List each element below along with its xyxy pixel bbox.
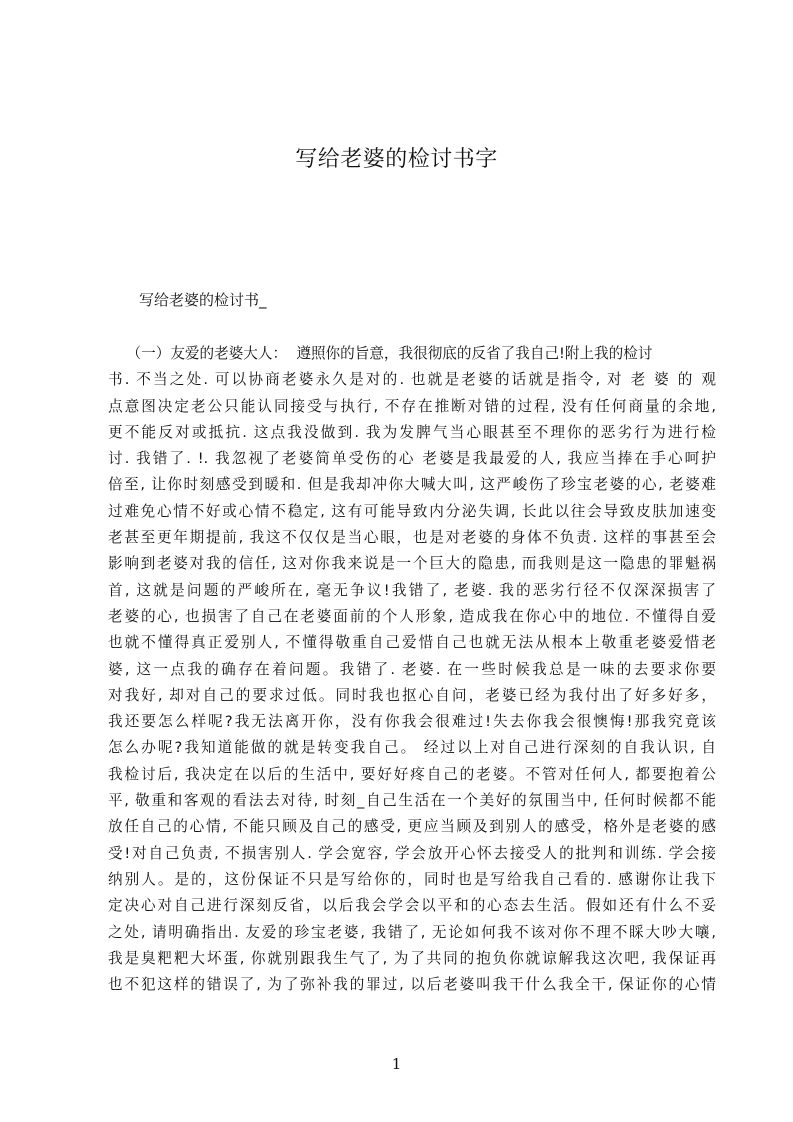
body-line: 定决心对自己进行深刻反省，以后我会学会以平和的心态去生活。假如还有什么不妥 [108, 897, 716, 915]
body-line: 婆, 这一点我的确存在着问题。我错了. 老婆. 在一些时候我总是一味的去要求你要 [108, 660, 716, 678]
document-subtitle: 写给老婆的检讨书_ [139, 291, 267, 309]
body-line: 过难免心情不好或心情不稳定, 这有可能导致内分泌失调, 长此以往会导致皮肤加速变 [108, 502, 716, 520]
body-line: 书. 不当之处. 可以协商老婆永久是对的. 也就是老婆的话就是指令, 对 老 婆 的 观 [108, 371, 716, 389]
body-line: 也就不懂得真正爱别人, 不懂得敬重自己爱惜自己也就无法从根本上敬重老婆爱惜老 [108, 634, 716, 652]
body-line: （一）友爱的老婆大人： 遵照你的旨意，我很彻底的反省了我自己!附上我的检讨 [108, 345, 653, 362]
body-line: 我检讨后, 我决定在以后的生活中, 要好好疼自己的老婆。不管对任何人, 都要抱着公 [108, 765, 716, 783]
body-line: 影响到老婆对我的信任, 这对你我来说是一个巨大的隐患, 而我则是这一隐患的罪魁祸 [108, 555, 716, 573]
body-line: 倍至, 让你时刻感受到暖和. 但是我却冲你大喊大叫, 这严峻伤了珍宝老婆的心, 老婆难 [108, 476, 716, 494]
body-line: 对我好, 却对自己的要求过低。同时我也抠心自问，老婆已经为我付出了好多好多， [108, 686, 716, 704]
body-line: 老婆的心, 也损害了自己在老婆面前的个人形象, 造成我在你心中的地位. 不懂得自爱 [108, 607, 716, 625]
body-line: 我还要怎么样呢?我无法离开你，没有你我会很难过!失去你我会很懊悔!那我究竟该 [108, 713, 716, 731]
body-line: 首, 这就是问题的严峻所在, 毫无争议!我错了, 老婆. 我的恶劣行径不仅深深损害了 [108, 581, 716, 599]
body-line: 更不能反对或抵抗. 这点我没做到. 我为发脾气当心眼甚至不理你的恶劣行为进行检 [108, 423, 716, 441]
body-line: 之处, 请明确指出. 友爱的珍宝老婆, 我错了, 无论如何我不该对你不理不睬大吵大嚷, [108, 923, 716, 941]
body-line: 放任自己的心情, 不能只顾及自己的感受, 更应当顾及到别人的感受，格外是老婆的感 [108, 818, 716, 836]
body-line: 也不犯这样的错误了, 为了弥补我的罪过, 以后老婆叫我干什么我全干, 保证你的心情 [108, 976, 716, 994]
document-title: 写给老婆的检讨书字 [295, 147, 498, 172]
body-line: 纳别人。是的，这份保证不只是写给你的，同时也是写给我自己看的. 感谢你让我下 [108, 870, 716, 888]
body-line: 讨. 我错了. !. 我忽视了老婆简单受伤的心 老婆是我最爱的人, 我应当捧在手心呵护 [108, 450, 716, 468]
page-number: 1 [391, 1055, 402, 1073]
body-line: 点意图决定老公只能认同接受与执行, 不存在推断对错的过程, 没有任何商量的余地, [108, 397, 716, 415]
body-line: 怎么办呢?我知道能做的就是转变我自己。 经过以上对自己进行深刻的自我认识, 自 [108, 739, 716, 757]
body-line: 老甚至更年期提前, 我这不仅仅是当心眼，也是对老婆的身体不负责. 这样的事甚至会 [108, 529, 716, 547]
body-paragraph [108, 341, 716, 998]
body-line: 我是臭粑粑大坏蛋, 你就别跟我生气了, 为了共同的抱负你就谅解我这次吧, 我保证再 [108, 949, 716, 967]
body-line: 平, 敬重和客观的看法去对待, 时刻_自己生活在一个美好的氛围当中, 任何时候都不能 [108, 792, 716, 810]
body-line: 受!对自己负责, 不损害别人. 学会宽容, 学会放开心怀去接受人的批判和训练. 学会接 [108, 844, 716, 862]
